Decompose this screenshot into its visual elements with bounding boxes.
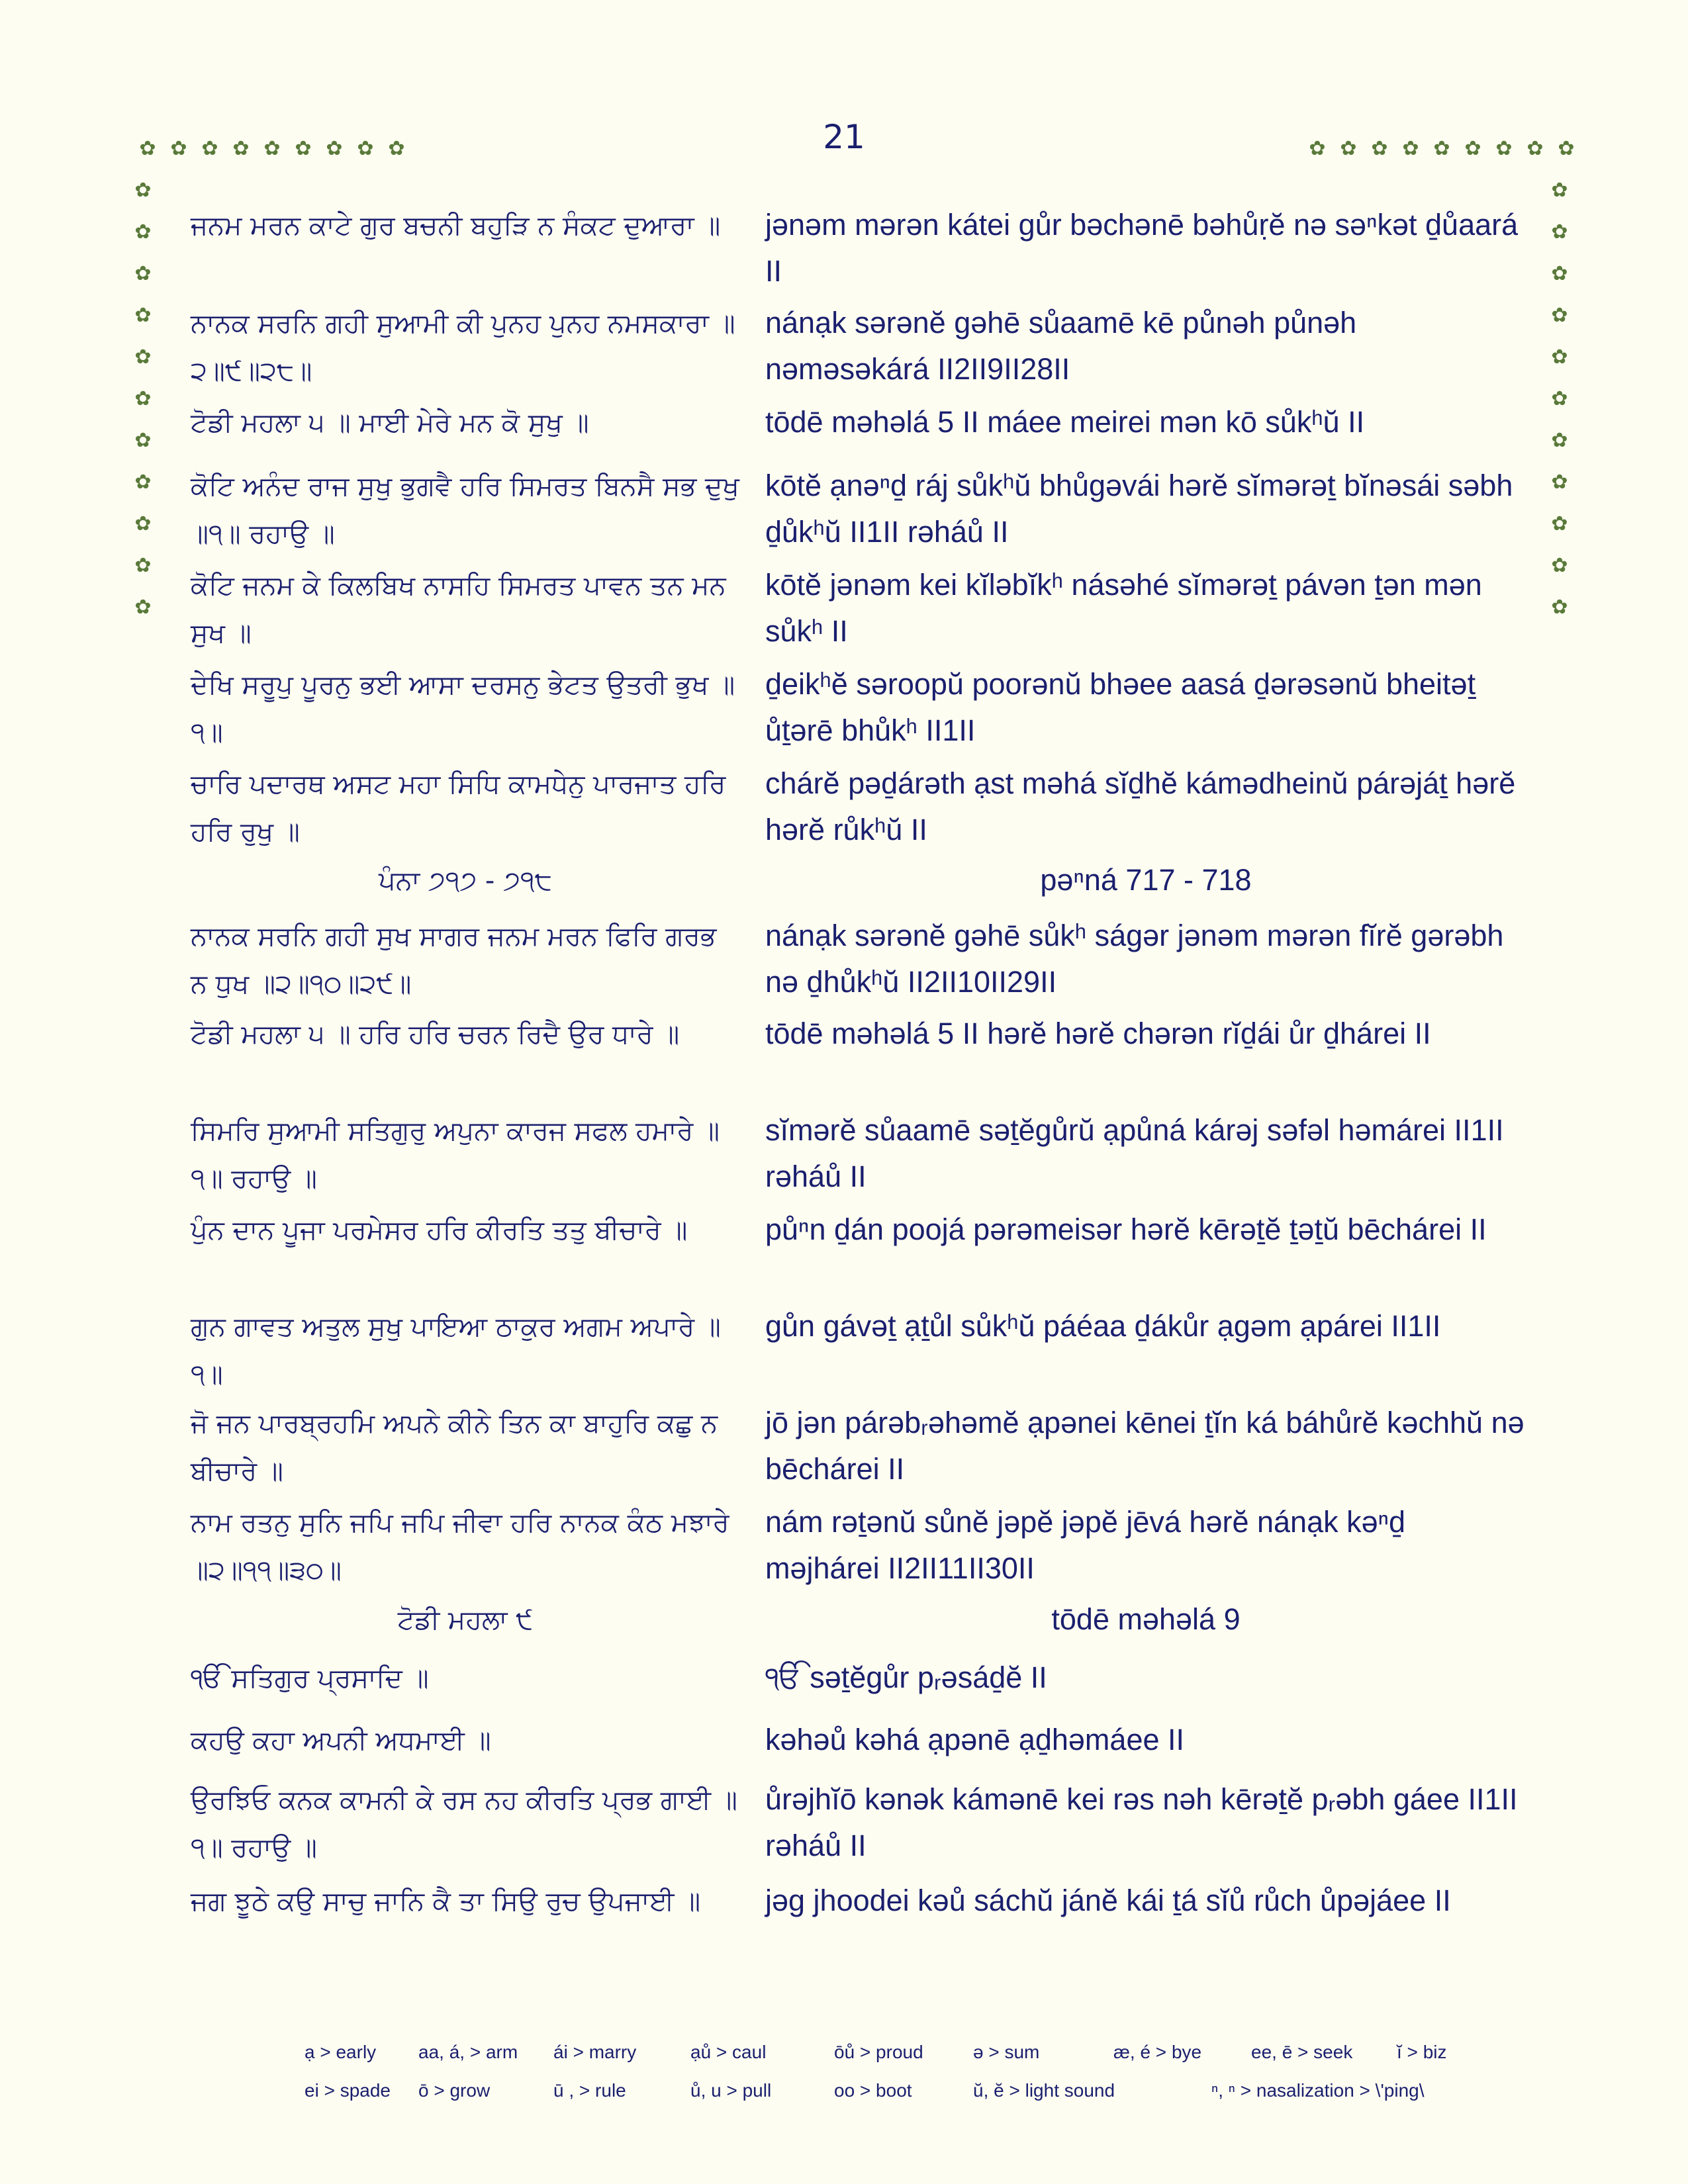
gurmukhi-text: ੴ ਸਤਿਗੁਰ ਪ੍ਰਸਾਦਿ ॥ — [191, 1663, 429, 1694]
legend-row — [305, 2080, 1430, 2118]
flower-icon — [133, 264, 153, 284]
legend-item: aa, á, > arm — [418, 2042, 518, 2062]
flower-icon — [231, 139, 251, 159]
transliteration-text: ੴ səṯĕgůr pᵣəsáḏĕ II — [765, 1661, 1047, 1694]
transliteration-text: nám rəṯənŭ sůnĕ jəpĕ jəpĕ jēvá hərĕ nánạk kəⁿḏ məjhárei II2II11II30II — [765, 1505, 1406, 1585]
flower-icon — [324, 139, 344, 159]
gurmukhi-text: ਕੋਟਿ ਜਨਮ ਕੇ ਕਿਲਬਿਖ ਨਾਸਹਿ ਸਿਮਰਤ ਪਾਵਨ ਤਨ ਮਨ ਸੁਖ ॥ — [191, 570, 726, 649]
legend-item: ei > spade — [305, 2080, 391, 2101]
legend-item: ĭ > biz — [1397, 2042, 1447, 2062]
flower-icon — [133, 306, 153, 326]
transliteration-text: jəg jhoodei kəů sáchŭ jánĕ kái ṯá sĭů růch ůpəjáee II — [765, 1884, 1451, 1917]
flower-icon — [1550, 264, 1570, 284]
gurmukhi-text: ਚਾਰਿ ਪਦਾਰਥ ਅਸਟ ਮਹਾ ਸਿਧਿ ਕਾਮਧੇਨੁ ਪਾਰਜਾਤ ਹਰਿ ਹਰਿ ਰੁਖੁ ॥ — [191, 769, 726, 847]
flower-icon — [1550, 181, 1570, 201]
gurmukhi-text: ਪੁੰਨ ਦਾਨ ਪੂਜਾ ਪਰਮੇਸਰ ਹਰਿ ਕੀਰਤਿ ਤਤੁ ਬੀਚਾਰੇ ॥ — [191, 1215, 688, 1246]
flower-icon — [200, 139, 220, 159]
gurmukhi-text: ਨਾਨਕ ਸਰਨਿ ਗਹੀ ਸੁਖ ਸਾਗਰ ਜਨਮ ਮਰਨ ਫਿਰਿ ਗਰਭ ਨ ਧੁਖ ॥੨॥੧੦॥੨੯॥ — [191, 921, 717, 999]
legend-item: oo > boot — [834, 2080, 912, 2101]
flower-icon — [133, 222, 153, 242]
transliteration-text: nánạk sərənĕ gəhē sůkʰ ságər jənəm mərən fĭrĕ gərəbh nə ḏhůkʰŭ II2II10II29II — [765, 919, 1504, 999]
flower-icon — [1370, 139, 1389, 159]
flower-icon — [355, 139, 375, 159]
transliteration-text: sĭmərĕ sůaamē səṯĕgůrŭ ạpůná kárəj səfəl həmárei II1II rəháů II — [765, 1113, 1504, 1193]
legend-item: ů, u > pull — [690, 2080, 772, 2101]
flower-icon — [1550, 556, 1570, 576]
transliteration-text: tōdē məhəlá 5 II máee meirei mən kō sůkʰŭ II — [765, 405, 1365, 439]
transliteration-text: ḏeikʰĕ səroopŭ poorənŭ bhəee aasá ḏərəsənŭ bheitəṯ ůṯərē bhůkʰ II1II — [765, 667, 1476, 747]
gurmukhi-text: ਜਗ ਝੂਠੇ ਕਉ ਸਾਚੁ ਜਾਨਿ ਕੈ ਤਾ ਸਿਉ ਰੁਚ ਉਪਜਾਈ ॥ — [191, 1886, 701, 1917]
flower-icon — [1550, 431, 1570, 451]
transliteration-text: gůn gávəṯ ạṯůl sůkʰŭ páéaa ḏákůr ạgəm ạpárei II1II — [765, 1309, 1441, 1343]
legend-item: ạ > early — [305, 2042, 377, 2062]
flower-icon — [262, 139, 282, 159]
transliteration-text: jənəm mərən kátei gůr bəchənē bəhůṛĕ nə səⁿkət ḏůaará II — [765, 208, 1519, 288]
transliteration-text: ůrəjhĭō kənək kámənē kei rəs nəh kērəṯĕ pᵣəbh gáee II1II rəháů II — [765, 1782, 1518, 1862]
gurmukhi-text: ਟੋਡੀ ਮਹਲਾ ੯ — [397, 1605, 534, 1635]
legend-item: ū , > rule — [553, 2080, 626, 2101]
flower-icon — [133, 389, 153, 409]
flower-icon — [1338, 139, 1358, 159]
legend-item: ōů > proud — [834, 2042, 923, 2062]
gurmukhi-text: ਕੋਟਿ ਅਨੰਦ ਰਾਜ ਸੁਖੁ ਭੁਗਵੈ ਹਰਿ ਸਿਮਰਤ ਬਿਨਸੈ ਸਭ ਦੁਖੁ ॥੧॥ ਰਹਾਉ ॥ — [191, 471, 739, 549]
transliteration-text: kōtĕ jənəm kei kĭləbĭkʰ násəhé sĭmərəṯ pávən ṯən mən sůkʰ II — [765, 568, 1482, 648]
transliteration-text: pəⁿná 717 - 718 — [1040, 863, 1252, 897]
transliteration-text: půⁿn ḏán poojá pərəmeisər hərĕ kērəṯĕ ṯəṯŭ bēchárei II — [765, 1212, 1487, 1246]
flower-icon — [169, 139, 189, 159]
flower-icon — [1550, 473, 1570, 492]
pronunciation-legend — [305, 2042, 1447, 2118]
legend-item: ạů > caul — [690, 2042, 767, 2062]
legend-item: ái > marry — [553, 2042, 637, 2062]
flower-icon — [1401, 139, 1421, 159]
legend-item: ō > grow — [418, 2080, 491, 2101]
legend-item: ⁿ, ⁿ > nasalization > \'ping\ — [1211, 2080, 1425, 2101]
transliteration-text: kəhəů kəhá ạpənē ạḏhəmáee II — [765, 1723, 1185, 1756]
gurmukhi-text: ਨਾਮ ਰਤਨੁ ਸੁਨਿ ਜਪਿ ਜਪਿ ਜੀਵਾ ਹਰਿ ਨਾਨਕ ਕੰਠ ਮਝਾਰੇ ॥੨॥੧੧॥੩੦॥ — [191, 1508, 729, 1586]
flower-icon — [133, 473, 153, 492]
legend-item: æ, é > bye — [1113, 2042, 1202, 2062]
transliteration-text: nánạk sərənĕ gəhē sůaamē kē půnəh půnəh nəməsəkárá II2II9II28II — [765, 306, 1357, 386]
flower-icon — [1550, 347, 1570, 367]
flower-icon — [133, 556, 153, 576]
flower-icon — [1556, 139, 1576, 159]
gurmukhi-text: ਉਰਝਿਓ ਕਨਕ ਕਾਮਨੀ ਕੇ ਰਸ ਨਹ ਕੀਰਤਿ ਪ੍ਰਭ ਗਾਈ ॥੧॥ ਰਹਾਉ ॥ — [191, 1785, 737, 1863]
gurmukhi-text: ਟੋਡੀ ਮਹਲਾ ੫ ॥ ਹਰਿ ਹਰਿ ਚਰਨ ਰਿਦੈ ਉਰ ਧਾਰੇ ॥ — [191, 1019, 680, 1050]
gurmukhi-text: ਦੇਖਿ ਸਰੂਪੁ ਪੂਰਨੁ ਭਈ ਆਸਾ ਦਰਸਨੁ ਭੇਟਤ ਉਤਰੀ ਭੁਖ ॥੧॥ — [191, 670, 735, 748]
legend-row — [305, 2042, 1447, 2080]
flower-icon — [387, 139, 406, 159]
gurmukhi-text: ਸਿਮਰਿ ਸੁਆਮੀ ਸਤਿਗੁਰੁ ਅਪੁਨਾ ਕਾਰਜ ਸਫਲ ਹਮਾਰੇ ॥੧॥ ਰਹਾਉ ॥ — [191, 1116, 720, 1194]
gurmukhi-text: ਜਨਮ ਮਰਨ ਕਾਟੇ ਗੁਰ ਬਚਨੀ ਬਹੁੜਿ ਨ ਸੰਕਟ ਦੁਆਰਾ ॥ — [191, 210, 721, 241]
gurmukhi-text: ਟੋਡੀ ਮਹਲਾ ੫ ॥ ਮਾਈ ਮੇਰੇ ਮਨ ਕੋ ਸੁਖੁ ॥ — [191, 408, 589, 438]
flower-icon — [1432, 139, 1452, 159]
flower-icon — [1550, 389, 1570, 409]
flower-icon — [1550, 514, 1570, 534]
flower-icon — [133, 514, 153, 534]
flower-icon — [1307, 139, 1327, 159]
legend-item: ŭ, ĕ > light sound — [973, 2080, 1115, 2101]
page-number: 21 — [823, 118, 865, 156]
gurmukhi-text: ਗੁਨ ਗਾਵਤ ਅਤੁਲ ਸੁਖੁ ਪਾਇਆ ਠਾਕੁਰ ਅਗਮ ਅਪਾਰੇ ॥੧॥ — [191, 1312, 721, 1390]
transliteration-text: chárĕ pəḏárəth ạst məhá sĭḏhĕ kámədheinŭ párəjáṯ hərĕ hərĕ růkʰŭ II — [765, 766, 1516, 846]
legend-item: ə > sum — [973, 2042, 1040, 2062]
gurmukhi-text: ਪੰਨਾ ੭੧੭ - ੭੧੮ — [378, 866, 553, 896]
flower-icon — [133, 431, 153, 451]
transliteration-text: kōtĕ ạnəⁿḏ ráj sůkʰŭ bhůgəvái hərĕ sĭmərəṯ bĭnəsái səbh ḏůkʰŭ II1II rəháů II — [765, 469, 1513, 549]
transliteration-text: tōdē məhəlá 9 — [1051, 1602, 1241, 1636]
flower-icon — [1494, 139, 1514, 159]
flower-icon — [293, 139, 313, 159]
gurmukhi-text: ਜੋ ਜਨ ਪਾਰਬ੍ਰਹਮਿ ਅਪਨੇ ਕੀਨੇ ਤਿਨ ਕਾ ਬਾਹੁਰਿ ਕਛੁ ਨ ਬੀਚਾਰੇ ॥ — [191, 1408, 718, 1486]
flower-icon — [1525, 139, 1545, 159]
gurmukhi-text: ਕਹਉ ਕਹਾ ਅਪਨੀ ਅਧਮਾਈ ॥ — [191, 1725, 491, 1756]
flower-icon — [1550, 598, 1570, 617]
flower-icon — [1463, 139, 1483, 159]
transliteration-text: tōdē məhəlá 5 II hərĕ hərĕ chərən rĭḏái ůr ḏhárei II — [765, 1017, 1431, 1050]
flower-icon — [138, 139, 158, 159]
transliteration-text: jō jən párəbᵣəhəmĕ ạpənei kēnei ṯĭn ká báhůrĕ kəchhŭ nə bēchárei II — [765, 1406, 1524, 1486]
flower-icon — [1550, 306, 1570, 326]
flower-icon — [1550, 222, 1570, 242]
flower-icon — [133, 598, 153, 617]
flower-icon — [133, 347, 153, 367]
gurmukhi-text: ਨਾਨਕ ਸਰਨਿ ਗਹੀ ਸੁਆਮੀ ਕੀ ਪੁਨਹ ਪੁਨਹ ਨਮਸਕਾਰਾ ॥੨॥੯॥੨੮॥ — [191, 308, 735, 387]
flower-icon — [133, 181, 153, 201]
legend-item: ee, ē > seek — [1251, 2042, 1353, 2062]
